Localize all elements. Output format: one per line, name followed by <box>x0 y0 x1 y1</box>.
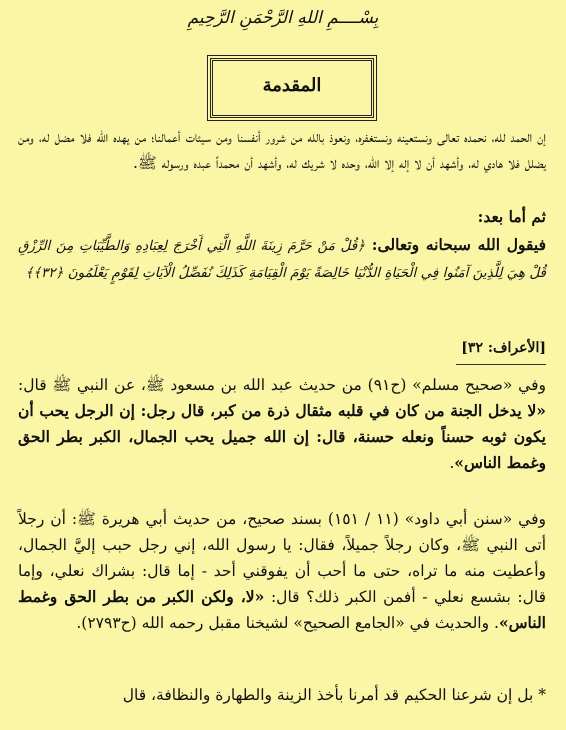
section-title: المقدمة <box>262 75 322 96</box>
hadith-muslim-end: . <box>449 454 455 472</box>
closing-paragraph: * بل إن شرعنا الحكيم قد أمرنا بأخذ الزينة والطهارة والنظافة، قال <box>122 686 546 704</box>
reference-divider <box>456 364 546 365</box>
hadith-abudawud-text: «لا، ولكن الكبر من بطر الحق وغمط الناس» <box>18 587 546 632</box>
intro-paragraph: إن الحمد لله، نحمده تعالى ونستعينه ونستغفره، ونعوذ بالله من شرور أنفسنا ومن سيئات أعمالنا؛ من يهده الله فلا مضل له، ومن يضلل فلا هادي له، وأشهد أن لا إله إلا الله، وحده لا شريك له، وأشهد أن محمداً عبده ورسوله ﷺ. <box>18 128 546 172</box>
hadith-abudawud-end: . والحديث في «الجامع الصحيح» لشيخنا مقبل رحمه الله (ح٢٧٩٣). <box>76 614 499 632</box>
title-frame <box>210 58 374 118</box>
hadith-muslim-text: «لا يدخل الجنة من كان في قلبه مثقال ذرة من كبر، قال رجل: إن الرجل يحب أن يكون ثوبه حسناً ونعله حسنة، قال: إن الله جميل يحب الجمال، الكبر بطر الحق وغمط الناس» <box>18 401 546 472</box>
quran-paragraph <box>18 232 546 286</box>
basmala-header: بِسْــــمِ اللهِ الرَّحْمَنِ الرَّحِيمِ <box>187 8 379 28</box>
quran-verse: ﴿قُلْ مَنْ حَرَّمَ زِينَةَ اللَّهِ الَّتِي أَخْرَجَ لِعِبَادِهِ وَالطَّيِّبَاتِ مِنَ الرِّزْقِ قُلْ هِيَ لِلَّذِينَ آمَنُوا فِي الْحَيَاةِ الدُّنْيَا خَالِصَةً يَوْمَ الْقِيَامَةِ كَذَلِكَ نُفَصِّلُ الْآيَاتِ لِقَوْمٍ يَعْلَمُونَ ﴿٣٢﴾﴾ <box>18 238 546 281</box>
hadith-muslim-intro: وفي «صحيح مسلم» (ح٩١) من حديث عبد الله بن مسعود ﷺ، عن النبي ﷺ قال: <box>18 376 546 394</box>
hadith-abudawud-paragraph <box>18 506 546 636</box>
hadith-abudawud-intro: وفي «سنن أبي داود» (١١ / ١٥١) بسند صحيح، من حديث أبي هريرة ﷺ: أن رجلاً أتى النبي ﷺ، وكان رجلاً جميلاً، فقال: يا رسول الله، إني رجل حبب إليَّ الجمال، وأعطيت منه ما تراه، حتى ما أحب أن يفوقني أحد - إما قال: بشراك نعلي، وإما قال: بشسع نعلي - أفمن الكبر ذلك؟ قال: <box>18 510 547 606</box>
transition-phrase: ثم أما بعد: <box>477 207 546 226</box>
verse-reference: [الأعراف: ٣٢] <box>461 340 546 356</box>
quran-intro: فيقول الله سبحانه وتعالى: <box>365 235 546 254</box>
hadith-muslim-paragraph <box>18 372 546 476</box>
